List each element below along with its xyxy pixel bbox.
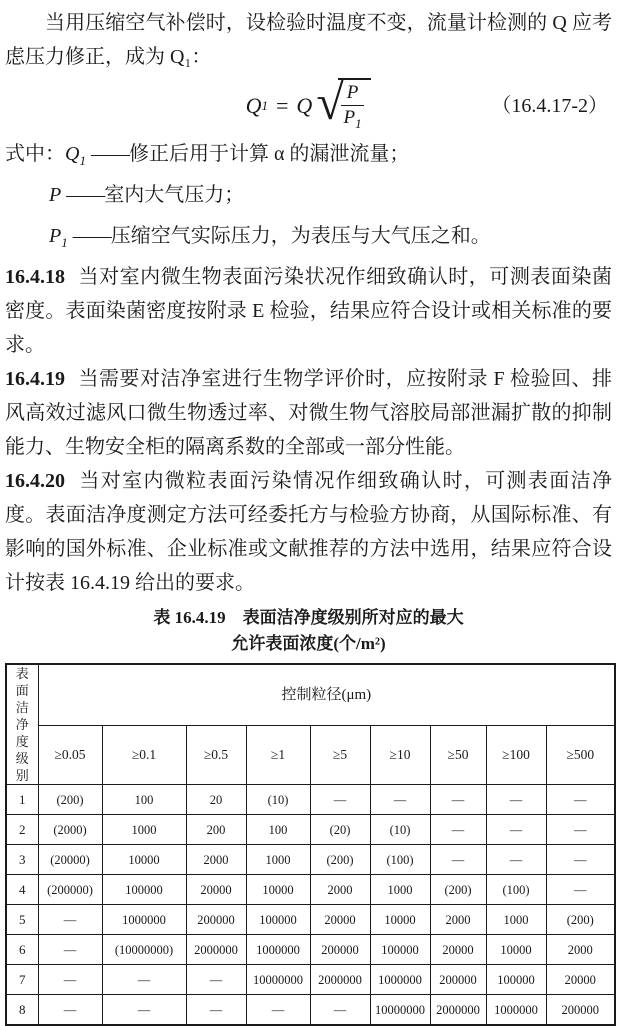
table-cell: 200000 [430, 965, 486, 995]
table-caption [5, 605, 612, 657]
column-header: ≥500 [546, 726, 615, 785]
table-cell: 10000 [370, 905, 430, 935]
term-symbol: P [49, 184, 62, 206]
table-cell: 2000 [310, 875, 370, 905]
table-cell: — [486, 815, 546, 845]
table-cell: — [38, 935, 102, 965]
table-cell: 20000 [546, 965, 615, 995]
table-cell: (20) [310, 815, 370, 845]
table-cell: 20000 [430, 935, 486, 965]
table-cell: 100000 [370, 935, 430, 965]
table-cell: (2000) [38, 815, 102, 845]
table-cell: 20000 [186, 875, 246, 905]
where-term [5, 178, 612, 219]
table-cell: 100 [246, 815, 310, 845]
row-label: 5 [6, 905, 38, 935]
paragraph-intro: 当用压缩空气补偿时，设检验时温度不变，流量计检测的 Q 应考虑压力修正，成为 Q₁： [5, 12, 612, 68]
table-cell: (200000) [38, 875, 102, 905]
group-header-cell: 控制粒径(μm) [38, 664, 615, 726]
table-cell: — [486, 785, 546, 815]
section-text: 当对室内微生物表面污染状况作细致确认时，可测表面染菌密度。表面染菌密度按附录 E 检验，结果应符合设计或相关标准的要求。 [5, 266, 612, 356]
table-cell: — [546, 815, 615, 845]
equals-sign: = [276, 92, 289, 118]
column-header: ≥0.05 [38, 726, 102, 785]
table-cell: 10000000 [370, 995, 430, 1026]
table-cell: 100000 [246, 905, 310, 935]
table-cell: 2000000 [186, 935, 246, 965]
row-label: 8 [6, 995, 38, 1026]
table-row [6, 785, 615, 815]
table-cell: (10) [370, 815, 430, 845]
table-cell: 2000 [186, 845, 246, 875]
table-cell: — [38, 905, 102, 935]
table-cell: — [430, 785, 486, 815]
equation-number: （16.4.17-2） [491, 95, 608, 117]
table-cell: 10000 [246, 875, 310, 905]
term-dash: —— [90, 143, 129, 165]
table-cell: — [546, 875, 615, 905]
table-cell: 200000 [310, 935, 370, 965]
table-cell: (100) [370, 845, 430, 875]
table-cell: (10) [246, 785, 310, 815]
table-cell: 100000 [486, 965, 546, 995]
table-caption-line1: 表 16.4.19 表面洁净度级别所对应的最大 [153, 608, 464, 627]
term-dash: —— [66, 184, 105, 206]
section-16-4-18 [5, 260, 612, 362]
fraction-numerator: P [341, 83, 365, 106]
table-cell: 1000000 [246, 935, 310, 965]
section-text: 当需要对洁净室进行生物学评价时，应按附录 F 检验回、排风高效过滤风口微生物透过率、对微生物气溶胶局部泄漏扩散的抑制能力、生物安全柜的隔离系数的全部或一部分性能。 [5, 368, 612, 458]
where-label: 式中： [5, 143, 65, 165]
table-cell: 1000 [246, 845, 310, 875]
table-cell: — [546, 845, 615, 875]
section-number: 16.4.18 [5, 266, 65, 288]
table-cell: 200 [186, 815, 246, 845]
table-cell: — [430, 845, 486, 875]
column-header: ≥0.5 [186, 726, 246, 785]
table-cell: 1000 [486, 905, 546, 935]
table-cell: 20000 [310, 905, 370, 935]
table-cell: — [310, 995, 370, 1026]
table-cell: — [186, 995, 246, 1026]
table-cell: (200) [430, 875, 486, 905]
table-cell: — [186, 965, 246, 995]
table-cell: 100000 [102, 875, 186, 905]
table-cell: 100 [102, 785, 186, 815]
section-number: 16.4.20 [5, 470, 65, 492]
table-cell: 1000000 [486, 995, 546, 1026]
table-cell: — [38, 995, 102, 1026]
table-row [6, 875, 615, 905]
table-cell: — [486, 845, 546, 875]
square-root [316, 74, 371, 134]
table-cell: 200000 [186, 905, 246, 935]
table-cell: 2000 [430, 905, 486, 935]
table-caption-line2: 允许表面浓度(个/m²) [231, 634, 386, 653]
table-cell: 10000 [102, 845, 186, 875]
table-cell: (20000) [38, 845, 102, 875]
fraction [338, 78, 372, 134]
row-label: 3 [6, 845, 38, 875]
table-cell: — [430, 815, 486, 845]
table-cell: — [546, 785, 615, 815]
column-header: ≥1 [246, 726, 310, 785]
term-symbol: Q [65, 143, 80, 165]
section-16-4-19 [5, 362, 612, 464]
table-cell: 1000 [370, 875, 430, 905]
formula-lhs-subscript: 1 [261, 97, 268, 113]
table-cell: 2000 [546, 935, 615, 965]
formula-lhs: Q [245, 92, 262, 118]
column-header: ≥0.1 [102, 726, 186, 785]
formula-block [5, 74, 612, 135]
table-cell: 10000000 [246, 965, 310, 995]
table-cell: 1000 [102, 815, 186, 845]
table-cell: — [38, 965, 102, 995]
table-cell: (10000000) [102, 935, 186, 965]
table-cell: 200000 [546, 995, 615, 1026]
formula-rhs: Q [296, 92, 313, 118]
table-cell: — [102, 965, 186, 995]
section-text: 当对室内微粒表面污染情况作细致确认时，可测表面洁净度。表面洁净度测定方法可经委托方与检验方协商，从国际标准、有影响的国外标准、企业标准或文献推荐的方法中选用，结果应符合设计按表 16.4.19 给出的要求。 [5, 470, 612, 594]
term-description: 室内大气压力； [104, 184, 245, 206]
where-term: $P_1$ ——压缩空气实际压力，为表压与大气压之和。 [49, 225, 491, 250]
table-cell: 1000000 [370, 965, 430, 995]
row-label: 4 [6, 875, 38, 905]
formula [245, 74, 372, 134]
term-description: 压缩空气实际压力，为表压与大气压之和。 [110, 225, 491, 247]
table-row [6, 935, 615, 965]
where-list [5, 137, 612, 260]
table-cell: 2000000 [430, 995, 486, 1026]
row-label: 1 [6, 785, 38, 815]
radical-sign-icon: √ [316, 74, 344, 131]
table-cell: (200) [38, 785, 102, 815]
column-header: ≥5 [310, 726, 370, 785]
table-cell: 2000000 [310, 965, 370, 995]
table-cell: — [310, 785, 370, 815]
column-header: ≥10 [370, 726, 430, 785]
table-cell: — [246, 995, 310, 1026]
table-group-header-row [6, 664, 615, 726]
table-cell: 10000 [486, 935, 546, 965]
section-number: 16.4.19 [5, 368, 65, 390]
table-cell: 1000000 [102, 905, 186, 935]
table-cell: — [102, 995, 186, 1026]
term-description: 修正后用于计算 α 的漏泄流量； [128, 143, 410, 165]
column-header: ≥50 [430, 726, 486, 785]
table-cell: (200) [310, 845, 370, 875]
table-row [6, 965, 615, 995]
row-label: 2 [6, 815, 38, 845]
section-16-4-20 [5, 464, 612, 600]
table-subheader-row [6, 726, 615, 785]
table-cell: 20 [186, 785, 246, 815]
table-cell: (100) [486, 875, 546, 905]
table-cell: (200) [546, 905, 615, 935]
corner-header-cell: 表面洁净度级别 [6, 664, 38, 785]
table-row [6, 815, 615, 845]
term-symbol: P [49, 225, 62, 247]
surface-cleanliness-table [5, 663, 616, 1026]
table-body [6, 785, 615, 1026]
where-term: 式中：$Q_1$ ——修正后用于计算 α 的漏泄流量； [5, 143, 410, 168]
table-row [6, 845, 615, 875]
row-label: 7 [6, 965, 38, 995]
term-dash: —— [72, 225, 111, 247]
fraction-denominator: $P_1$ [343, 107, 362, 131]
row-label: 6 [6, 935, 38, 965]
column-header: ≥100 [486, 726, 546, 785]
table-row [6, 905, 615, 935]
table-cell: — [370, 785, 430, 815]
table-row [6, 995, 615, 1026]
